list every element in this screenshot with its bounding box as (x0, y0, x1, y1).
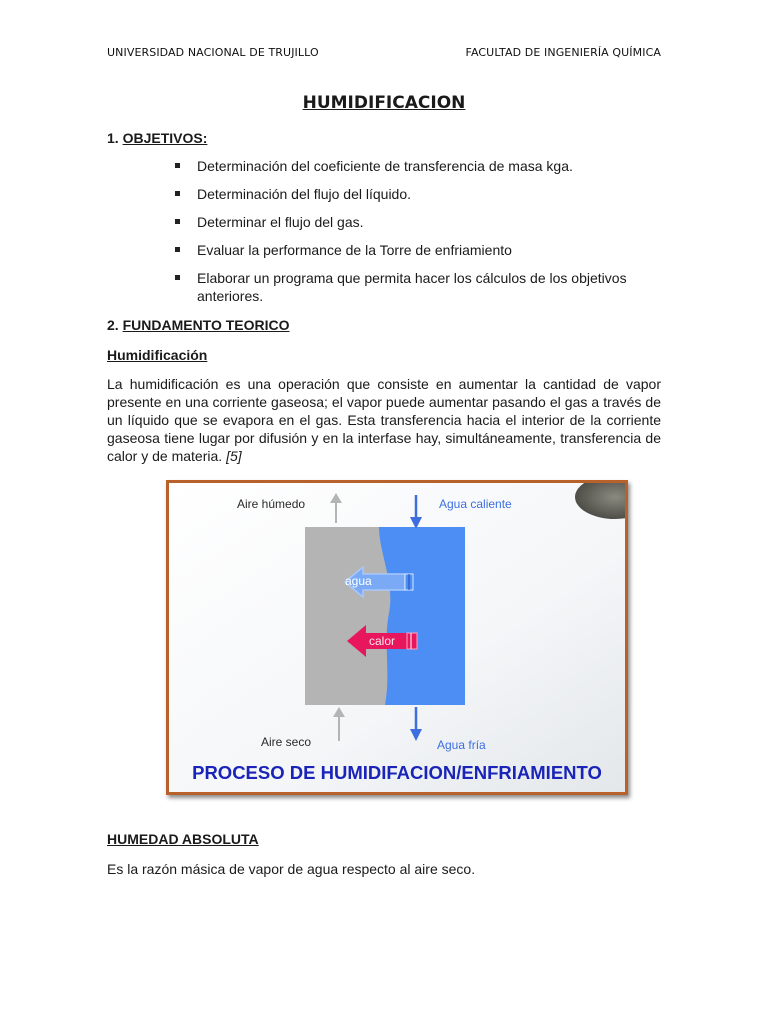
header-university: UNIVERSIDAD NACIONAL DE TRUJILLO (107, 46, 319, 59)
header-faculty: FACULTAD DE INGENIERÍA QUÍMICA (465, 46, 661, 59)
list-item: Determinación del coeficiente de transferencia de masa kga. (175, 157, 635, 175)
list-item: Evaluar la performance de la Torre de enfriamiento (175, 241, 635, 259)
humidificacion-paragraph: La humidificación es una operación que consiste en aumentar la cantidad de vapor presente en una corriente gaseosa; el vapor puede aumentar pasando el gas a través de un líquido que se evapora en el gas. Esta transferencia hacia el interior de la corriente gaseosa tiene lugar por difusión y en la interfase hay, simultáneamente, transferencia de calor y de materia. [5] (107, 376, 661, 464)
section-fundamento-heading: 2. FUNDAMENTO TEORICO (107, 317, 290, 333)
list-item: Determinar el flujo del gas. (175, 213, 635, 231)
water-arrow-label: agua (345, 574, 372, 588)
label-cold-water: Agua fría (437, 738, 486, 752)
label-hot-water: Agua caliente (439, 497, 512, 511)
list-item: Determinación del flujo del líquido. (175, 185, 635, 203)
water-region (379, 527, 465, 705)
list-item: Elaborar un programa que permita hacer los cálculos de los objetivos anteriores. (175, 269, 635, 305)
humedad-absoluta-paragraph: Es la razón másica de vapor de agua respecto al aire seco. (107, 861, 476, 877)
section-objetivos-heading: 1. OBJETIVOS: (107, 130, 208, 146)
reference-citation: [5] (226, 448, 242, 464)
section-humedad-absoluta-heading: HUMEDAD ABSOLUTA (107, 831, 259, 847)
page-header (107, 46, 661, 59)
humidification-diagram (166, 480, 628, 795)
document-title: HUMIDIFICACION (302, 93, 466, 113)
subheading-humidificacion: Humidificación (107, 347, 208, 363)
objectives-list (175, 157, 635, 315)
label-dry-air: Aire seco (261, 735, 312, 749)
heat-arrow-label: calor (369, 634, 396, 648)
label-humid-air: Aire húmedo (237, 497, 306, 511)
figure-caption: PROCESO DE HUMIDIFACION/ENFRIAMIENTO (192, 762, 602, 783)
